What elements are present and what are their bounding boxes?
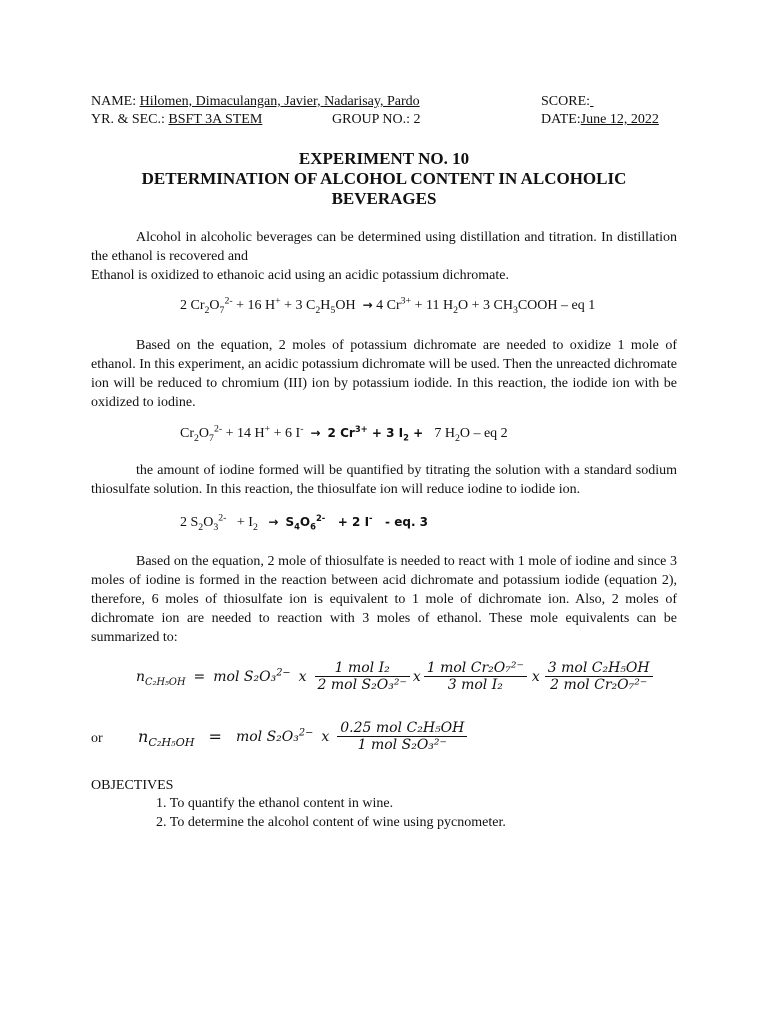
list-item: 1. To quantify the ethanol content in wine. bbox=[156, 796, 394, 811]
experiment-number: EXPERIMENT NO. 10 bbox=[298, 149, 470, 168]
mole-formula-2: $n_{C_2H_5OH}$ = mol S₂O₃$^{2-}$ x $\frac{\text{0.25 mol C₂H₅OH}}{\text{1 mol S₂O₃²⁻}}$ bbox=[138, 720, 467, 753]
reaction-arrow-icon: → bbox=[310, 426, 321, 440]
score-label: SCORE: bbox=[541, 94, 591, 109]
intro-text-1: Alcohol in alcoholic beverages can be determined using distillation and titration. In distillation the ethanol is recovered and bbox=[91, 230, 677, 264]
fraction-ethanol-thiosulfate: $\frac{\text{0.25 mol C₂H₅OH}}{\text{1 mol S₂O₃²⁻}}$ bbox=[337, 720, 467, 753]
score-line bbox=[541, 94, 672, 110]
paragraph-dichromate: Based on the equation, 2 moles of potassium dichromate are needed to oxidize 1 mole of ethanol. In this experiment, an acidic potassium dichromate will be used. Then the unreacted dichromate ion will be reduced to chromium (III) ion by potassium iodide. In this reaction, the iodide ion with be oxidized to iodine. bbox=[91, 338, 677, 410]
name-label: NAME: bbox=[91, 94, 137, 109]
date-line bbox=[541, 112, 659, 128]
experiment-title-line1: DETERMINATION OF ALCOHOL CONTENT IN ALCOHOLIC bbox=[141, 169, 627, 188]
paragraph-thiosulfate: the amount of iodine formed will be quantified by titrating the solution with a standard sodium thiosulfate solution. In this reaction, the thiosulfate ion will reduce iodine to iodide ion. bbox=[91, 463, 677, 497]
score-blank bbox=[590, 94, 672, 110]
mole-formula-1: $n_{C_2H_5OH}$ = mol S₂O₃$^{2-}$ x $\frac{\text{1 mol I₂}}{\text{2 mol S₂O₃²⁻}}$ x $\frac{\text{1 mol Cr₂O₇²⁻}}{\text{3 mol I₂}}$ x $\frac{\text{3 mol C₂H₅OH}}{\text{2 mol Cr₂O₇²⁻}}$ bbox=[136, 660, 653, 693]
fraction-iodine-thiosulfate: $\frac{\text{1 mol I₂}}{\text{2 mol S₂O₃²⁻}}$ bbox=[315, 660, 410, 693]
date-value: June 12, 2022 bbox=[580, 112, 659, 127]
list-item: 2. To determine the alcohol content of wine using pycnometer. bbox=[156, 815, 506, 830]
yrsec-label: YR. & SEC.: bbox=[91, 112, 165, 127]
intro-paragraph bbox=[91, 228, 677, 285]
fraction-ethanol-dichromate: $\frac{\text{3 mol C₂H₅OH}}{\text{2 mol Cr₂O₇²⁻}}$ bbox=[545, 660, 653, 693]
reaction-arrow-icon: → bbox=[362, 298, 373, 312]
group-label: GROUP NO.: 2 bbox=[332, 112, 421, 127]
yrsec-value: BSFT 3A STEM bbox=[168, 112, 263, 127]
fraction-dichromate-iodine: $\frac{\text{1 mol Cr₂O₇²⁻}}{\text{3 mol I₂}}$ bbox=[424, 660, 527, 693]
yrsec-line bbox=[91, 112, 262, 128]
name-value: Hilomen, Dimaculangan, Javier, Nadarisay, Pardo bbox=[139, 94, 420, 109]
objectives-heading: OBJECTIVES bbox=[91, 778, 174, 793]
paragraph-mole-equivalents: Based on the equation, 2 mole of thiosulfate is needed to react with 1 mole of iodine and since 3 moles of iodine is formed in the reaction between acid dichromate and potassium iodide (equation 2), therefore, 6 moles of thiosulfate ion is equivalent to 1 mole of dichromate ion. Also, 2 moles of dichromate ion are needed to reaction with 3 moles of ethanol. These mole equivalents can be summarized to: bbox=[91, 554, 677, 645]
experiment-title-line2: BEVERAGES bbox=[331, 189, 437, 208]
objectives-list bbox=[156, 796, 506, 834]
or-label: or bbox=[91, 731, 103, 746]
name-line bbox=[91, 94, 420, 110]
equation-3: 2 $S_2O_3^{2-} + I_2$ → $S_4O_6^{2-} + 2$ I- - eq. 3 bbox=[180, 512, 429, 533]
equation-2: $Cr_2O_7^{2-} + 14$ H+ + 6 I- → 2 $Cr^{3+} + 3$ $I_2 + 7$ $H_2O$ – eq 2 bbox=[180, 423, 508, 444]
reaction-arrow-icon: → bbox=[268, 515, 279, 529]
intro-text-2: Ethanol is oxidized to ethanoic acid using an acidic potassium dichromate. bbox=[91, 268, 509, 283]
date-label: DATE: bbox=[541, 112, 581, 127]
equation-1: 2 $Cr_2O_7^{2-} + 16$ H+ + 3 $C_2H_5OH \to 4$ $Cr^{3+} + 11$ $H_2O + 3$ $CH_3COOH$ – eq 1 bbox=[180, 295, 596, 316]
